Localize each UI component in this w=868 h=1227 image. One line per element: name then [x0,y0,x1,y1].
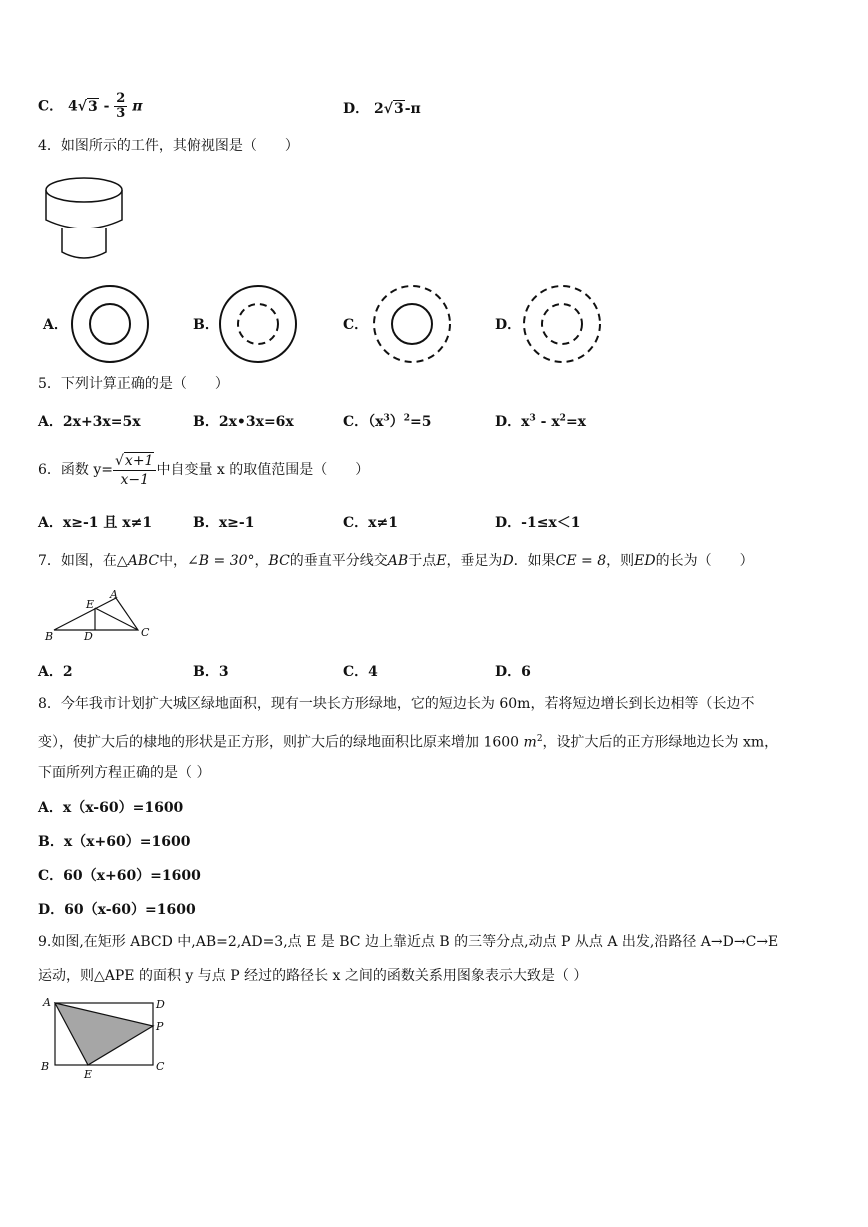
q6-suffix: 中自变量 x 的取值范围是（ ） [156,462,370,478]
q4-workpiece-figure [38,172,130,264]
q9-label-b: B [41,1060,50,1073]
q4-option-b-label: B． [193,317,219,333]
q7-label-a: A [110,588,118,601]
q7-option-c: C．4 [343,664,378,680]
q4-option-a-label: A． [43,317,68,333]
q7-option-a: A．2 [38,664,73,680]
q9-line-2: 运动，则△APE 的面积 y 与点 P 经过的路径长 x 之间的函数关系用图象表示大致是（ ） [38,968,588,984]
q8-option-b: B．x（x+60）=1600 [38,834,191,850]
q3-c-minus: - [103,98,110,115]
q4-option-c-label: C． [343,317,369,333]
q7-label-b: B [45,630,54,643]
q7-triangle-figure [40,586,160,644]
q3-d-tail: -π [404,101,421,117]
q9-rectangle-figure [38,994,178,1084]
q3-option-c: C． 4√3 - $\frac{2}{3}$ π [38,91,143,121]
q6-option-c: C．x≠1 [343,515,398,531]
q7-option-b: B．3 [193,664,229,680]
q7-label-c: C [141,626,150,639]
q3-c-coef: 4 [68,98,78,115]
q6-option-a: A．x≥-1 且 x≠1 [38,515,153,531]
q3-option-d: D． 2√3-π [343,101,421,117]
q6-fraction: $\frac{√x+1}{x-1}$ [113,452,156,489]
q3-c-pi: π [132,98,143,115]
q4-option-c-figure [370,282,454,366]
q8-line-2: 变），使扩大后的棣地的形状是正方形，则扩大后的绿地面积比原来增加 1600 $m^2$，设扩大后的正方形绿地边长为 xm， [38,734,779,751]
q9-line-1: 9.如图,在矩形 ABCD 中,AB=2,AD=3,点 E 是 BC 边上靠近点 B 的三等分点,动点 P 从点 A 出发,沿路径 A→D→C→E [38,934,779,950]
q7-stem: 7．如图，在△ABC中，∠B = 30°，BC的垂直平分线交AB于点E，垂足为D．如果CE = 8，则ED的长为（ ） [38,553,754,569]
q5-option-c: C．$(x^3)^2=5$ [343,413,432,430]
q3-c-label: C． [38,98,64,115]
q8-option-a: A．x（x-60）=1600 [38,800,184,816]
q5-option-d: D．$x^3 - x^2=x$ [495,413,587,430]
q6-stem [38,450,369,490]
q4-stem: 4．如图所示的工件，其俯视图是（ ） [38,138,299,154]
q8-option-c: C．60（x+60）=1600 [38,868,201,884]
q3-c-radicand: 3 [87,98,98,115]
q5-option-b: B．2x•3x=6x [193,414,294,430]
q4-option-d-figure [520,282,604,366]
q9-label-p: P [156,1020,164,1033]
q7-label-e: E [86,598,95,611]
q6-prefix: 6．函数 y= [38,462,113,478]
q3-d-coef: 2 [374,101,384,117]
q5-option-a: A．2x+3x=5x [38,414,141,430]
q6-option-d: D．-1≤x＜1 [495,515,581,531]
q3-c-fraction: $\frac{2}{3}$ [116,91,126,121]
q4-option-b-figure [216,282,300,366]
q6-option-b: B．x≥-1 [193,515,255,531]
q4-option-a-figure [68,282,152,366]
q9-label-d: D [156,998,165,1011]
q9-label-a: A [43,996,51,1009]
q7-option-d: D．6 [495,664,531,680]
q3-d-label: D． [343,101,370,117]
q9-label-c: C [156,1060,165,1073]
q8-option-d: D．60（x-60）=1600 [38,902,196,918]
q4-option-d-label: D． [495,317,522,333]
q9-label-e: E [84,1068,93,1081]
q8-line-1: 8．今年我市计划扩大城区绿地面积，现有一块长方形绿地，它的短边长为 60m，若将短边增长到长边相等（长边不 [38,696,755,712]
q3-d-radicand: 3 [393,101,404,117]
q7-label-d: D [84,630,93,643]
q5-stem: 5．下列计算正确的是（ ） [38,376,229,392]
q8-line-3: 下面所列方程正确的是（ ） [38,765,211,781]
